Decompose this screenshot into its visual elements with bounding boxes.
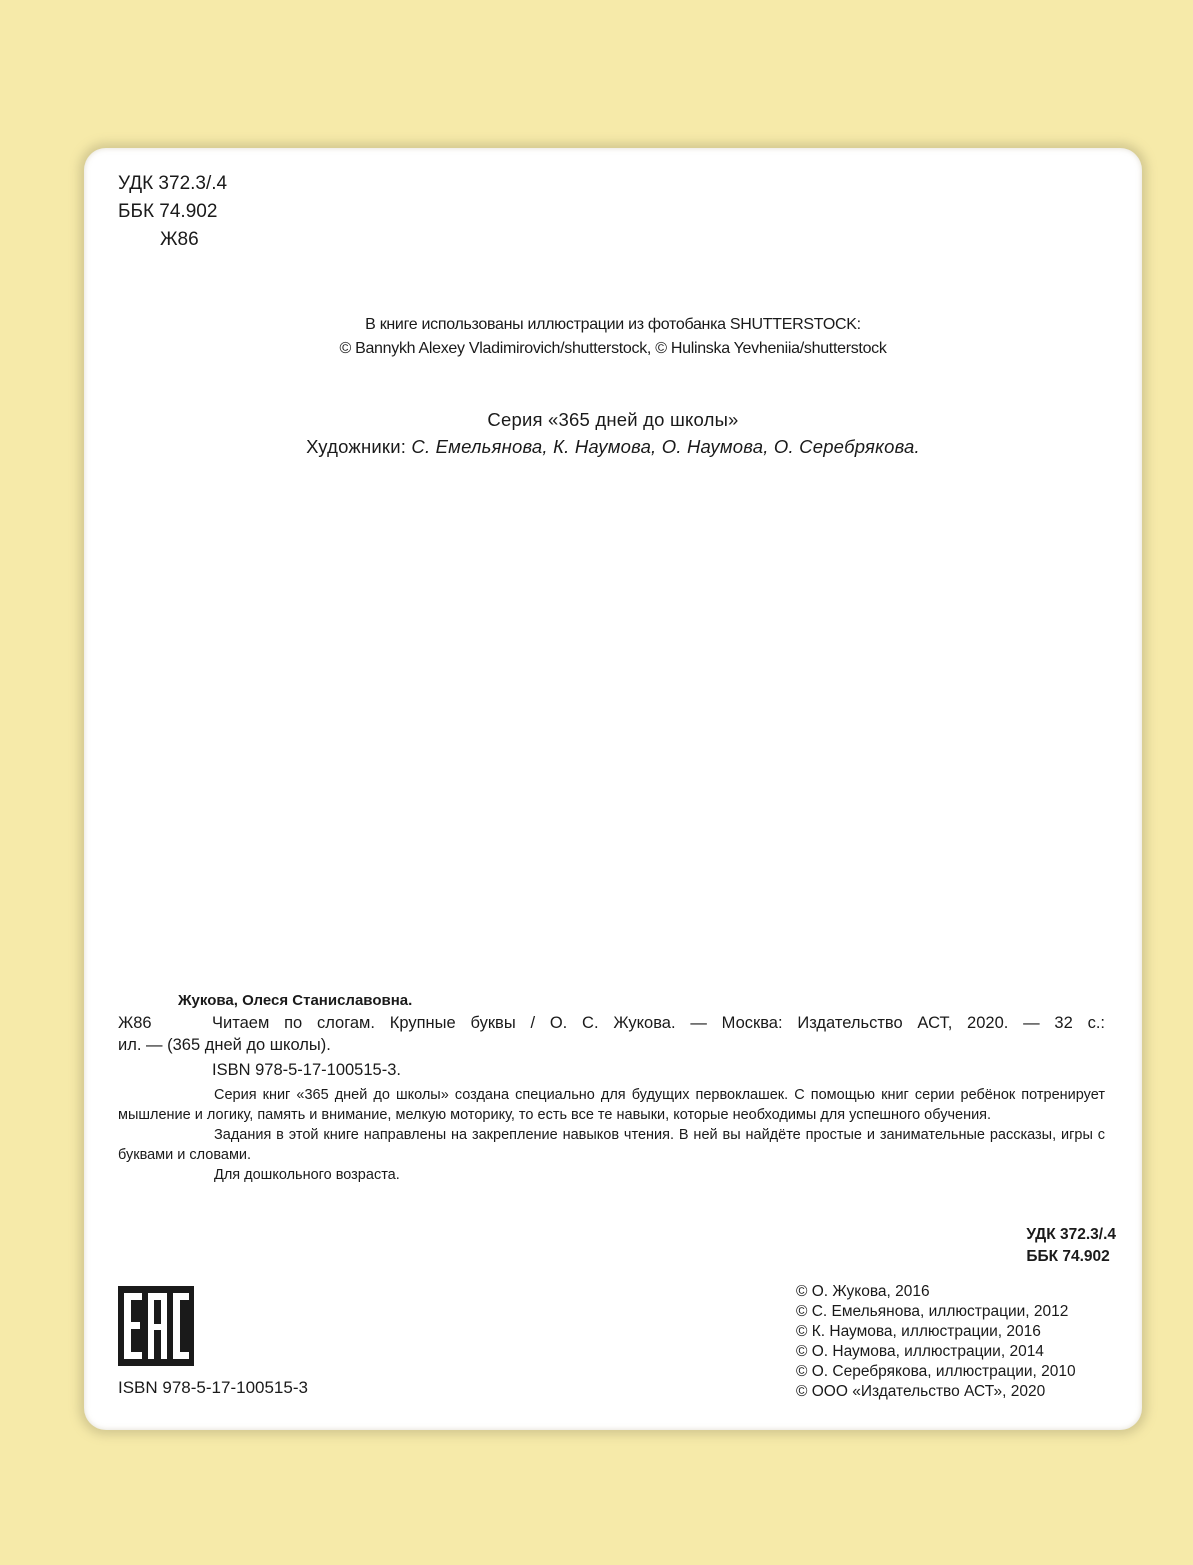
series-title: Серия «365 дней до школы» <box>487 409 739 430</box>
copyright-list <box>796 1282 1076 1402</box>
illustrations-note-line2: © Bannykh Alexey Vladimirovich/shutterstock, © Hulinska Yevheniia/shutterstock <box>339 340 887 357</box>
author-mark: Ж86 <box>160 229 199 250</box>
record-title-row <box>118 1012 1105 1034</box>
bbk-code-right: ББК 74.902 <box>1026 1248 1110 1265</box>
udk-code: УДК 372.3/.4 <box>118 173 228 194</box>
copyright-line: © ООО «Издательство АСТ», 2020 <box>796 1383 1046 1400</box>
eac-logo <box>118 1286 194 1371</box>
record-description <box>118 1085 1105 1185</box>
record-title-line2: ил. — (365 дней до школы). <box>118 1036 331 1054</box>
bibliographic-record <box>118 990 1105 1185</box>
record-author: Жукова, Олеся Станиславовна. <box>178 992 413 1009</box>
illustrations-note <box>84 313 1142 361</box>
copyright-line: © С. Емельянова, иллюстрации, 2012 <box>796 1303 1069 1320</box>
copyright-line: © К. Наумова, иллюстрации, 2016 <box>796 1323 1041 1340</box>
series-block <box>84 406 1142 460</box>
eac-mark-icon <box>118 1286 194 1366</box>
record-isbn: ISBN 978-5-17-100515-3. <box>212 1061 401 1079</box>
description-paragraph-3: Для дошкольного возраста. <box>214 1167 400 1183</box>
record-title-line1: Читаем по слогам. Крупные буквы / О. С. Жукова. — Москва: Издательство АСТ, 2020. — 32 с.: <box>212 1014 1105 1032</box>
classification-codes-right <box>1026 1224 1116 1268</box>
isbn-footer: ISBN 978-5-17-100515-3 <box>118 1378 308 1397</box>
artists-label: Художники: <box>306 436 412 457</box>
description-paragraph-1: Серия книг «365 дней до школы» создана специально для будущих первоклашек. С помощью книг серии ребёнок потренирует мышление и логику, память и внимание, мелкую моторику, то есть все те навыки, которые необходимы для успешного обучения. <box>118 1087 1105 1123</box>
description-paragraph-2: Задания в этой книге направлены на закрепление навыков чтения. В ней вы найдёте простые и занимательные рассказы, игры с буквами и словами. <box>118 1127 1105 1163</box>
artists-names: С. Емельянова, К. Наумова, О. Наумова, О. Серебрякова. <box>411 436 920 457</box>
copyright-line: © О. Жукова, 2016 <box>796 1283 930 1300</box>
classification-codes <box>118 170 227 254</box>
udk-code-right: УДК 372.3/.4 <box>1026 1226 1116 1243</box>
record-mark: Ж86 <box>118 1014 152 1032</box>
imprint-page <box>84 148 1142 1430</box>
copyright-line: © О. Серебрякова, иллюстрации, 2010 <box>796 1363 1076 1380</box>
artists-line <box>84 433 1142 460</box>
bbk-code: ББК 74.902 <box>118 201 218 222</box>
illustrations-note-line1: В книге использованы иллюстрации из фотобанка SHUTTERSTOCK: <box>365 316 861 333</box>
copyright-line: © О. Наумова, иллюстрации, 2014 <box>796 1343 1044 1360</box>
